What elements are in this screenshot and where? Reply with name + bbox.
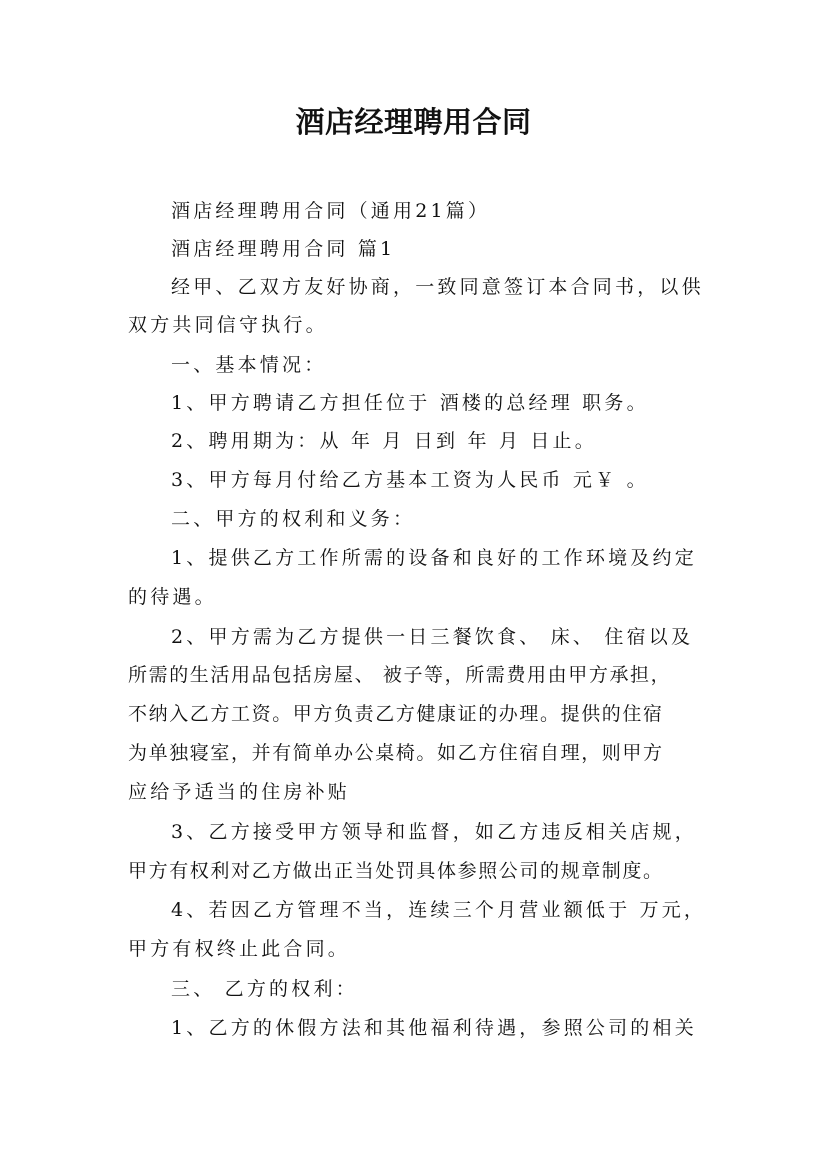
paragraph-line: 4、若因乙方管理不当，连续三个月营业额低于 万元，: [171, 899, 707, 921]
paragraph-line: 为单独寝室，并有简单办公桌椅。如乙方住宿自理，则甲方: [128, 742, 664, 764]
paragraph-line: 甲方有权利对乙方做出正当处罚具体参照公司的规章制度。: [128, 860, 664, 882]
paragraph-line: 2、甲方需为乙方提供一日三餐饮食、 床、 住宿以及: [171, 626, 694, 648]
paragraph-line: 酒店经理聘用合同（通用21篇）: [171, 200, 491, 222]
document-title: 酒店经理聘用合同: [295, 105, 532, 139]
paragraph-line: 3、乙方接受甲方领导和监督，如乙方违反相关店规，: [171, 821, 697, 843]
paragraph-line: 双方共同信守执行。: [128, 314, 328, 336]
paragraph-line: 1、乙方的休假方法和其他福利待遇，参照公司的相关: [171, 1017, 697, 1039]
paragraph-line: 3、甲方每月付给乙方基本工资为人民币 元￥ 。: [171, 469, 649, 491]
paragraph-line: 甲方有权终止此合同。: [128, 938, 351, 960]
paragraph-line: 应给予适当的住房补贴: [128, 781, 351, 803]
paragraph-line: 不纳入乙方工资。甲方负责乙方健康证的办理。提供的住宿: [128, 703, 664, 725]
paragraph-line: 1、甲方聘请乙方担任位于 酒楼的总经理 职务。: [171, 392, 649, 414]
paragraph-line: 酒店经理聘用合同 篇1: [171, 238, 396, 260]
paragraph-line: 1、提供乙方工作所需的设备和良好的工作环境及约定: [171, 547, 697, 569]
paragraph-line: 所需的生活用品包括房屋、 被子等，所需费用由甲方承担，: [128, 664, 672, 686]
paragraph-line: 的待遇。: [128, 586, 217, 608]
section-heading: 二、甲方的权利和义务：: [171, 508, 416, 530]
paragraph-line: 经甲、乙双方友好协商，一致同意签订本合同书，以供: [171, 276, 704, 298]
section-heading: 一、基本情况：: [171, 354, 327, 376]
section-heading: 三、 乙方的权利：: [171, 978, 358, 1000]
paragraph-line: 2、聘用期为：从 年 月 日到 年 月 日止。: [171, 430, 597, 452]
